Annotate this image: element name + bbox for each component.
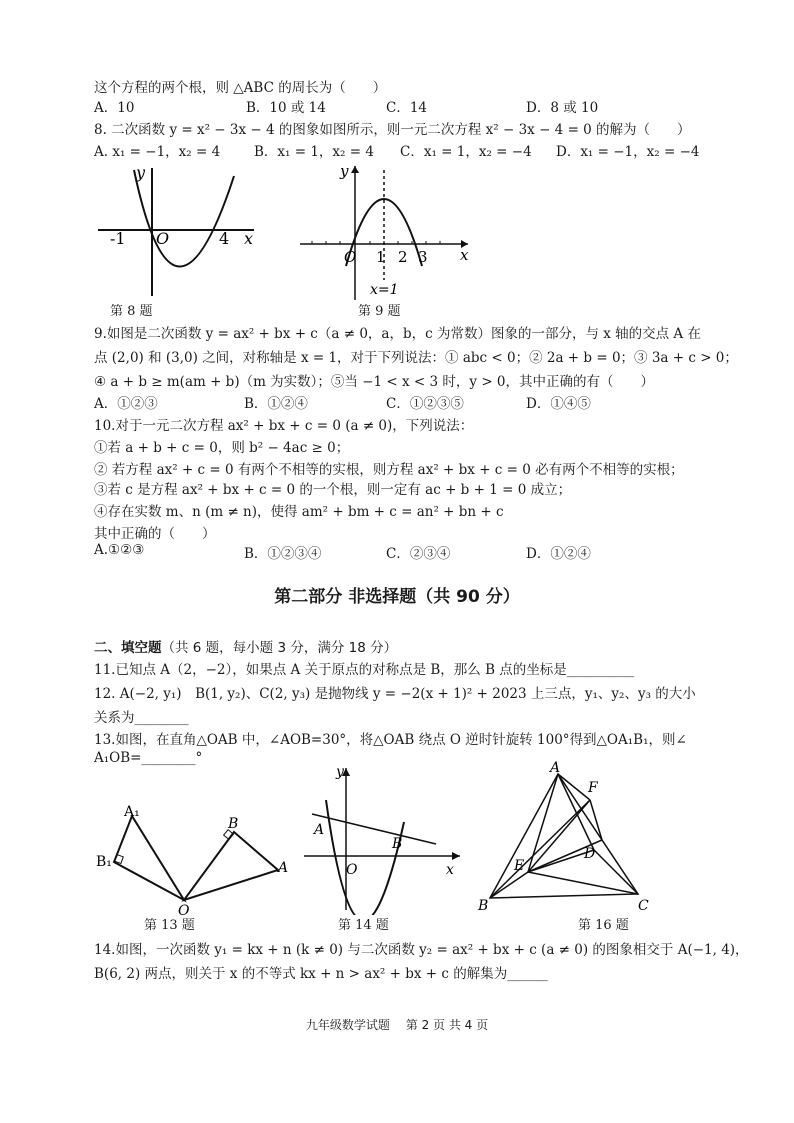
fig14-a-label: A — [314, 822, 325, 838]
figure-8 — [94, 160, 269, 302]
q12-line-2: 关系为________ — [94, 710, 189, 726]
section-heading: 第二部分 非选择题（共 90 分） — [274, 587, 520, 607]
q10-option-c: C．②③④ — [386, 546, 451, 562]
footer-page-number: 第 2 页 共 4 页 — [405, 1018, 489, 1032]
fig16-f-label: F — [588, 780, 598, 796]
q10-statement-3: ③若 c 是方程 ax² + bx + c = 0 的一个根，则一定有 ac + b + 1 = 0 成立； — [94, 482, 572, 498]
page-footer — [0, 1016, 794, 1033]
fill-section-label: 二、填空题 — [94, 640, 162, 656]
q10-statement-4: ④存在实数 m、n (m ≠ n)，使得 am² + bm + c = an² + bn + c — [94, 504, 504, 520]
figure-9 — [296, 160, 476, 302]
q7-option-b: B．10 或 14 — [246, 100, 326, 116]
fig9-axis-label: x=1 — [370, 282, 399, 298]
q9-option-d: D．①④⑤ — [526, 396, 591, 412]
fig16-caption: 第 16 题 — [578, 918, 629, 933]
fig8-minus-one-label: -1 — [110, 229, 126, 248]
fig16-d-label: D — [584, 846, 596, 862]
q10-statement-2: ② 若方程 ax² + c = 0 有两个不相等的实根，则方程 ax² + bx + c = 0 必有两个不相等的实根； — [94, 462, 684, 478]
q10-option-a: A.①②③ — [94, 542, 145, 558]
q14-line-2: B(6, 2) 两点，则关于 x 的不等式 kx + n > ax² + bx + c 的解集为______ — [94, 966, 548, 982]
fig9-caption: 第 9 题 — [358, 304, 401, 319]
fig9-one-label: 1 — [376, 248, 386, 266]
q9-line-2: 点 (2,0) 和 (3,0) 之间，对称轴是 x = 1，对于下列说法：① abc < 0；② 2a + b = 0；③ 3a + c > 0； — [94, 350, 738, 366]
q10-tail: 其中正确的（ ） — [94, 526, 216, 542]
fig14-y-label: y — [336, 764, 344, 780]
fig8-caption: 第 8 题 — [110, 304, 153, 319]
fig16-e-label: E — [514, 858, 525, 874]
q9-line-1: 9.如图是二次函数 y = ax² + bx + c（a ≠ 0，a，b，c 为常数）图象的一部分，与 x 轴的交点 A 在 — [94, 326, 701, 342]
fig9-y-label: y — [340, 162, 349, 180]
q11: 11.已知点 A（2，−2），如果点 A 关于原点的对称点是 B，那么 B 点的坐标是__________ — [94, 662, 635, 678]
fig9-origin-label: O — [344, 248, 357, 266]
fig14-b-label: B — [392, 836, 403, 852]
fig8-origin-label: O — [156, 229, 170, 248]
q10-statement-1: ①若 a + b + c = 0，则 b² − 4ac ≥ 0； — [94, 440, 350, 456]
fig14-x-label: x — [446, 862, 454, 878]
figure-16 — [472, 760, 662, 915]
fig13-a-label: A — [278, 860, 289, 876]
q7-option-d: D．8 或 10 — [526, 100, 599, 116]
fig14-o-label: O — [346, 862, 358, 878]
fig13-a1-label: A₁ — [124, 804, 140, 820]
q9-line-3: ④ a + b ≥ m(am + b)（m 为实数）；⑤当 −1 < x < 3 时，y > 0，其中正确的有（ ） — [94, 374, 655, 390]
q9-option-c: C．①②③⑤ — [386, 396, 464, 412]
q9-option-a: A．①②③ — [94, 396, 158, 412]
footer-subject: 九年级数学试题 — [305, 1018, 390, 1032]
fill-section-desc: （共 6 题，每小题 3 分，满分 18 分） — [161, 640, 398, 656]
fig9-three-label: 3 — [418, 248, 428, 266]
fig9-x-label: x — [460, 246, 469, 264]
q7-option-c: C．14 — [386, 100, 428, 116]
q10-option-d: D．①②④ — [526, 546, 591, 562]
q8-option-a: A. x₁ = −1，x₂ = 4 — [94, 144, 221, 160]
figure-13 — [94, 790, 299, 915]
q8-option-d: D．x₁ = −1，x₂ = −4 — [556, 144, 700, 160]
q8-option-b: B．x₁ = 1，x₂ = 4 — [254, 144, 374, 160]
q13-line-2: A₁OB=________° — [94, 750, 203, 766]
fig8-y-label: y — [136, 163, 146, 182]
q10-stem: 10.对于一元二次方程 ax² + bx + c = 0 (a ≠ 0)，下列说法： — [94, 418, 474, 434]
q13-line-1: 13.如图，在直角△OAB 中，∠AOB=30°，将△OAB 绕点 O 逆时针旋转 100°得到△OA₁B₁，则∠ — [94, 732, 687, 748]
q12-line-1: 12. A(−2, y₁) B(1, y₂)、C(2, y₃) 是抛物线 y = −2(x + 1)² + 2023 上三点，y₁、y₂、y₃ 的大小 — [94, 686, 696, 702]
q7-option-a: A．10 — [94, 100, 135, 116]
q9-option-b: B．①②④ — [244, 396, 308, 412]
fig13-b1-label: B₁ — [96, 854, 112, 870]
fig16-b-label: B — [478, 898, 489, 914]
figure-14 — [300, 760, 470, 915]
fig13-o-label: O — [178, 903, 190, 915]
fig16-c-label: C — [638, 898, 649, 914]
fig13-caption: 第 13 题 — [144, 918, 195, 933]
q7-tail: 这个方程的两个根，则 △ABC 的周长为（ ） — [94, 80, 387, 96]
fig13-b-label: B — [228, 816, 239, 832]
fig8-four-label: 4 — [219, 229, 230, 248]
fig8-x-label: x — [244, 229, 254, 248]
fig16-a-label: A — [550, 760, 561, 776]
q8-stem: 8. 二次函数 y = x² − 3x − 4 的图象如图所示，则一元二次方程 x² − 3x − 4 = 0 的解为（ ） — [94, 122, 691, 138]
fig14-caption: 第 14 题 — [338, 918, 389, 933]
fill-section-title — [94, 636, 397, 656]
q10-option-b: B．①②③④ — [244, 546, 322, 562]
q8-option-c: C．x₁ = 1，x₂ = −4 — [400, 144, 532, 160]
q14-line-1: 14.如图，一次函数 y₁ = kx + n (k ≠ 0) 与二次函数 y₂ = ax² + bx + c (a ≠ 0) 的图象相交于 A(−1, 4)， — [94, 942, 749, 958]
fig9-two-label: 2 — [398, 248, 408, 266]
